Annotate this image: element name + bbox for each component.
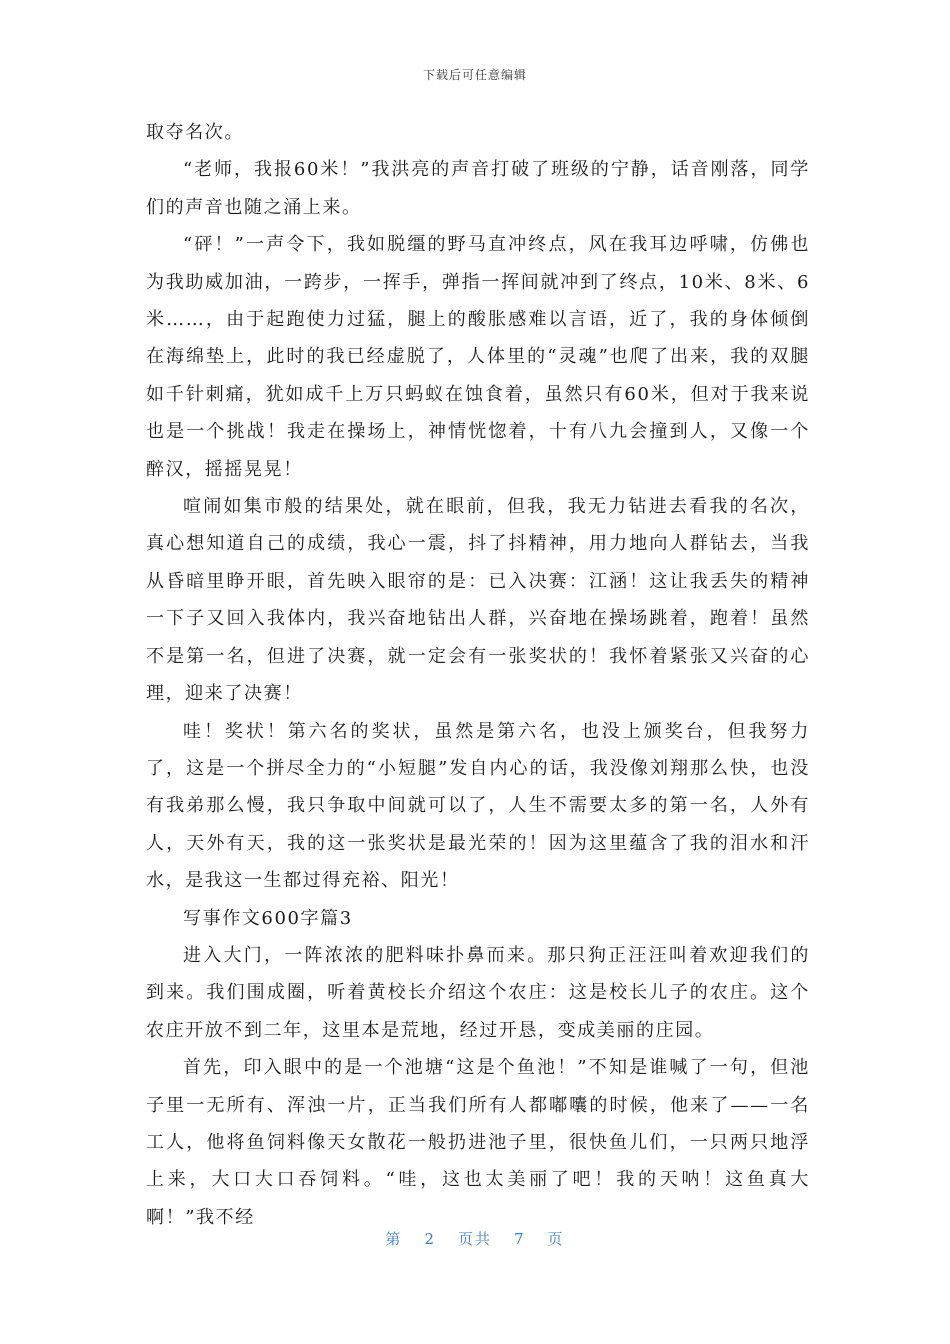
footer-page-number: 2 — [424, 1230, 436, 1248]
page-footer — [0, 1228, 950, 1249]
paragraph: “砰！”一声令下，我如脱缰的野马直冲终点，风在我耳边呼啸，仿佛也为我助威加油，一跨步，一挥手，弹指一挥间就冲到了终点，10米、8米、6米……，由于起跑使力过猛，腿上的酸胀感难以言语，近了，我的身体倾倒在海绵垫上，此时的我已经虚脱了，人体里的“灵魂”也爬了出来，我的双腿如千针刺痛，犹如成千上万只蚂蚁在蚀食着，虽然只有60米，但对于我来说也是一个挑战！我走在操场上，神情恍惚着，十有八九会撞到人，又像一个醉汉，摇摇晃晃！ — [146, 234, 810, 480]
paragraph: 哇！奖状！第六名的奖状，虽然是第六名，也没上颁奖台，但我努力了，这是一个拼尽全力的“小短腿”发自内心的话，我没像刘翔那么快，也没有我弟那么慢，我只争取中间就可以了，人生不需要太多的第一名，人外有人，天外有天，我的这一张奖状是最光荣的！因为这里蕴含了我的泪水和汗水，是我这一生都过得充裕、阳光！ — [146, 720, 810, 892]
page-header: 下载后可任意编辑 — [422, 68, 527, 82]
paragraph: 取夺名次。 — [146, 122, 244, 143]
document-body — [146, 114, 810, 1236]
footer-total-pages: 7 — [514, 1230, 526, 1248]
paragraph: “老师，我报60米！”我洪亮的声音打破了班级的宁静，话音刚落，同学们的声音也随之涌上来。 — [146, 159, 810, 218]
section-heading: 写事作文600字篇3 — [183, 907, 353, 929]
footer-page-label: 第 — [385, 1230, 403, 1248]
paragraph: 首先，印入眼中的是一个池塘“这是个鱼池！”不知是谁喊了一句，但池子里一无所有、浑浊一片，正当我们所有人都嘟囔的时候，他来了——一名工人，他将鱼饲料像天女散花一般扔进池子里，很快鱼儿们，一只两只地浮上来，大口大口吞饲料。“哇，这也太美丽了吧！我的天呐！这鱼真大啊！”我不经 — [146, 1057, 810, 1228]
footer-page-mid: 页共 — [457, 1230, 492, 1248]
footer-page-end: 页 — [547, 1230, 565, 1248]
paragraph: 喧闹如集市般的结果处，就在眼前，但我，我无力钻进去看我的名次，真心想知道自己的成绩，我心一震，抖了抖精神，用力地向人群钻去，当我从昏暗里睁开眼，首先映入眼帘的是：已入决赛：江涵！这让我丢失的精神一下子又回入我体内，我兴奋地钻出人群，兴奋地在操场跳着，跑着！虽然不是第一名，但进了决赛，就一定会有一张奖状的！我怀着紧张又兴奋的心理，迎来了决赛！ — [146, 496, 810, 705]
paragraph: 进入大门，一阵浓浓的肥料味扑鼻而来。那只狗正汪汪叫着欢迎我们的到来。我们围成圈，听着黄校长介绍这个农庄：这是校长儿子的农庄。这个农庄开放不到二年，这里本是荒地，经过开恳，变成美丽的庄园。 — [146, 944, 810, 1041]
